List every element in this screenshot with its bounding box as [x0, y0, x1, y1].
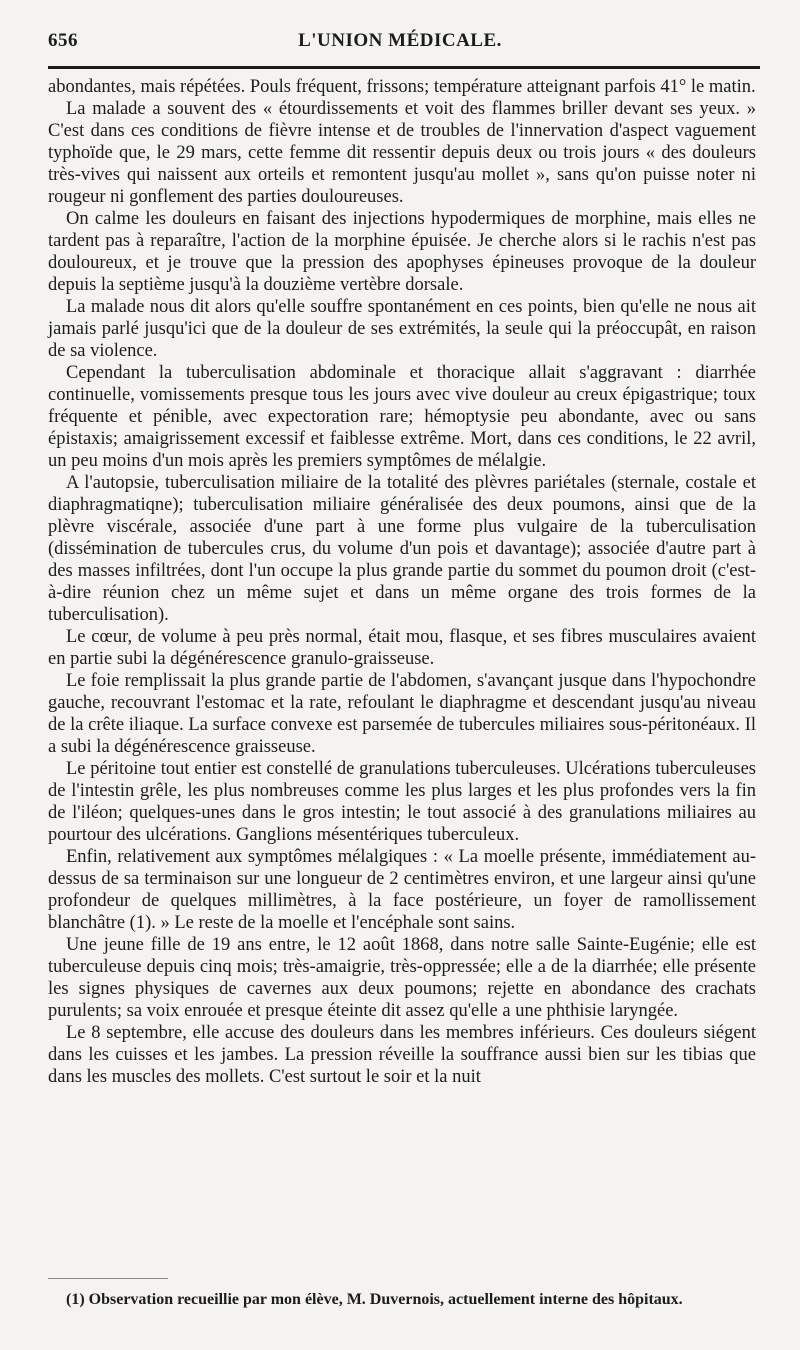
body-text: [48, 76, 756, 1088]
running-title: L'UNION MÉDICALE.: [298, 30, 502, 51]
paragraph: abondantes, mais répétées. Pouls fréquent, frissons; température atteignant parfois 41° le matin.: [48, 77, 756, 97]
paragraph: On calme les douleurs en faisant des injections hypodermiques de morphine, mais elles ne tardent pas à reparaître, l'action de la morphine épuisée. Je cherche alors si le rachis n'est pas douloureux, et je trouve que la pression des apophyses épineuses provoque de la douleur depuis la septième jusqu'à la douzième vertèbre dorsale.: [48, 209, 756, 295]
page-number: 656: [48, 30, 78, 51]
footnote: (1) Observation recueillie par mon élève, M. Duvernois, actuellement interne des hôpitaux.: [66, 1291, 683, 1308]
paragraph: Une jeune fille de 19 ans entre, le 12 août 1868, dans notre salle Sainte-Eugénie; elle est tuberculeuse depuis cinq mois; très-amaigrie, très-oppressée; elle a de la diarrhée; elle présente les signes physiques de cavernes aux deux poumons; rejette en abondance des crachats purulents; sa voix enrouée et presque éteinte dit assez qu'elle a une phthisie laryngée.: [48, 935, 756, 1021]
paragraph: A l'autopsie, tuberculisation miliaire de la totalité des plèvres pariétales (sternale, costale et diaphragmatiqne); tuberculisation miliaire généralisée des deux poumons, ainsi que de la plèvre viscérale, associée d'une part à une forme plus vulgaire de la tuberculisation (dissémination de tubercules crus, du volume d'un pois et davantage); associée d'autre part à des masses infiltrées, dont l'un occupe la plus grande partie du sommet du poumon droit (c'est-à-dire réunion chez un même sujet et dans un même organe des trois formes de la tuberculisation).: [48, 473, 756, 625]
paragraph: Le péritoine tout entier est constellé de granulations tuberculeuses. Ulcérations tuberculeuses de l'intestin grêle, les plus nombreuses comme les plus larges et les plus profondes vers la fin de l'iléon; quelques-unes dans le gros intestin; le tout associé à des granulations miliaires au pourtour des ulcérations. Ganglions mésentériques tuberculeux.: [48, 759, 756, 845]
paragraph: Le cœur, de volume à peu près normal, était mou, flasque, et ses fibres musculaires avaient en partie subi la dégénérescence granulo-graisseuse.: [48, 627, 756, 669]
paragraph: La malade nous dit alors qu'elle souffre spontanément en ces points, bien qu'elle ne nous ait jamais parlé jusqu'ici que de la douleur de ses extrémités, la seule qui la préoccupât, en raison de sa violence.: [48, 297, 756, 361]
footnote-rule: [48, 1278, 168, 1279]
paragraph: Le 8 septembre, elle accuse des douleurs dans les membres inférieurs. Ces douleurs siégent dans les cuisses et les jambes. La pression réveille la souffrance aussi bien sur les tibias que dans les muscles des mollets. C'est surtout le soir et la nuit: [48, 1023, 756, 1087]
paragraph: Cependant la tuberculisation abdominale et thoracique allait s'aggravant : diarrhée continuelle, vomissements presque tous les jours avec vive douleur au creux épigastrique; toux fréquente et pénible, avec expectoration rare; hémoptysie peu abondante, avec ou sans épistaxis; amaigrissement excessif et faiblesse extrême. Mort, dans ces conditions, le 22 avril, un peu moins d'un mois après les premiers symptômes de mélalgie.: [48, 363, 756, 471]
paragraph: La malade a souvent des « étourdissements et voit des flammes briller devant ses yeux. » C'est dans ces conditions de fièvre intense et de troubles de l'innervation d'aspect vaguement typhoïde que, le 29 mars, cette femme dit ressentir depuis deux ou trois jours « des douleurs très-vives qui naissent aux orteils et remontent jusqu'au mollet », sans qu'on puisse noter ni rougeur ni gonflement des parties douloureuses.: [48, 99, 756, 207]
header-rule: [48, 66, 760, 69]
paragraph: Enfin, relativement aux symptômes mélalgiques : « La moelle présente, immédiatement au-dessus de sa terminaison sur une longueur de 2 centimètres environ, et une largeur ainsi qu'une profondeur de quelques millimètres, à la face postérieure, un foyer de ramollissement blanchâtre (1). » Le reste de la moelle et l'encéphale sont sains.: [48, 847, 756, 933]
paragraph: Le foie remplissait la plus grande partie de l'abdomen, s'avançant jusque dans l'hypochondre gauche, recouvrant l'estomac et la rate, refoulant le diaphragme et descendant jusqu'au niveau de la crête iliaque. La surface convexe est parsemée de tubercules miliaires sous-péritonéaux. Il a subi la dégénérescence graisseuse.: [48, 671, 756, 757]
page-header: [48, 30, 752, 60]
